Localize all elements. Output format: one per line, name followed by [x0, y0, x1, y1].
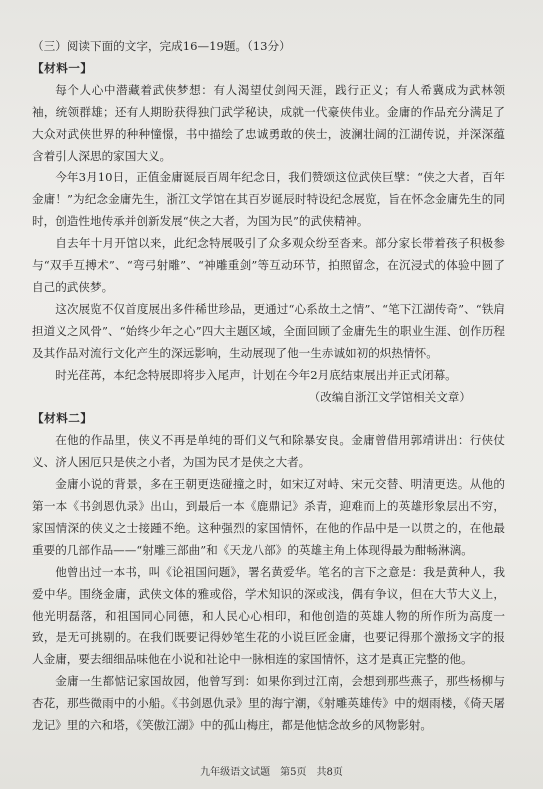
- material-two-paragraph: 在他的作品里，侠义不再是单纯的哥们义气和除暴安良。金庸曾借用郭靖讲出：行侠仗义、济人困厄只是侠之小者，为国为民才是侠之大者。: [32, 433, 505, 470]
- material-two-paragraph: 他曾出过一本书，叫《论祖国问题》，署名黄爱华。笔名的言下之意是：我是黄种人，我爱中华。围绕金庸，武侠文体的雅或俗，学术知识的深或浅，偶有争议，但在大节大义上，他光明磊落，和祖国同心同德，和人民心心相印，和他创造的英雄人物的所作所为高度一致，是无可挑剔的。在我们既要记得妙笔生花的小说巨匠金庸，也要记得那个激扬文字的报人金庸，要去细细品味他在小说和社论中一脉相连的家国情怀，这才是真正完整的他。: [32, 564, 505, 667]
- material-two-paragraph: 金庸一生都惦记家国故园，他曾写到：如果你到过江南，会想到那些燕子，那些杨柳与杏花，那些微雨中的小船。《书剑恩仇录》里的海宁潮，《射雕英雄传》中的烟雨楼，《倚天屠龙记》里的六和塔，《笑傲江湖》中的孤山梅庄，都是他惦念故乡的风物影射。: [32, 674, 505, 733]
- material-one-label: 【材料一】: [32, 60, 93, 75]
- material-one-source: （改编自浙江文学馆相关文章）: [308, 389, 471, 404]
- material-one-paragraph: 自去年十月开馆以来，此纪念特展吸引了众多观众纷至沓来。部分家长带着孩子积极参与“双手互搏术”、“弯弓射雕”、“神雕重剑”等互动环节，拍照留念，在沉浸式的体验中圆了自己的武侠梦。: [32, 236, 505, 294]
- material-one-paragraph: 每个人心中潜藏着武侠梦想：有人渴望仗剑闯天涯，践行正义；有人希冀成为武林领袖，统领群雄；还有人期盼获得独门武学秘诀，成就一代豪侠伟业。金庸的作品充分满足了大众对武侠世界的种种憧憬，书中描绘了忠诚勇敢的侠士，波澜壮阔的江湖传说，并深深蕴含着引人深思的家国大义。: [32, 82, 505, 163]
- material-one-paragraph: 这次展览不仅首度展出多件稀世珍品，更通过“心系故土之情”、“笔下江湖传奇”、“铁肩担道义之风骨”、“始终少年之心”四大主题区域，全面回顾了金庸先生的职业生涯、创作历程及其作品对流行文化产生的深远影响，生动展现了他一生赤诚如初的炽热情怀。: [32, 301, 505, 360]
- material-two-label: 【材料二】: [32, 411, 93, 426]
- section-heading: （三）阅读下面的文字，完成16—19题。（13分）: [32, 39, 291, 53]
- material-two-paragraph: 金庸小说的背景，多在王朝更迭碰撞之时，如宋辽对峙、宋元交替、明清更迭。从他的第一本《书剑恩仇录》出山，到最后一本《鹿鼎记》杀青，迎难而上的英雄形象层出不穷，家国情深的侠义之士接踵不绝。这种强烈的家国情怀，在他的作品中是一以贯之的，在他最重要的几部作品——“射雕三部曲”和《天龙八部》的英雄主角上体现得最为酣畅淋漓。: [32, 477, 505, 557]
- material-one-paragraph: 今年3月10日，正值金庸诞辰百周年纪念日，我们赞颂这位武侠巨擘：“侠之大者，百年金庸！”为纪念金庸先生，浙江文学馆在其百岁诞辰时特设纪念展览，旨在怀念金庸先生的同时，创造性地传承并创新发展“侠之大者，为国为民”的武侠精神。: [32, 170, 505, 229]
- page-footer: 九年级语文试题 第5页 共8页: [200, 767, 343, 778]
- material-one-paragraph: 时光荏苒，本纪念特展即将步入尾声，计划在今年2月底结束展出并正式闭幕。: [55, 367, 457, 382]
